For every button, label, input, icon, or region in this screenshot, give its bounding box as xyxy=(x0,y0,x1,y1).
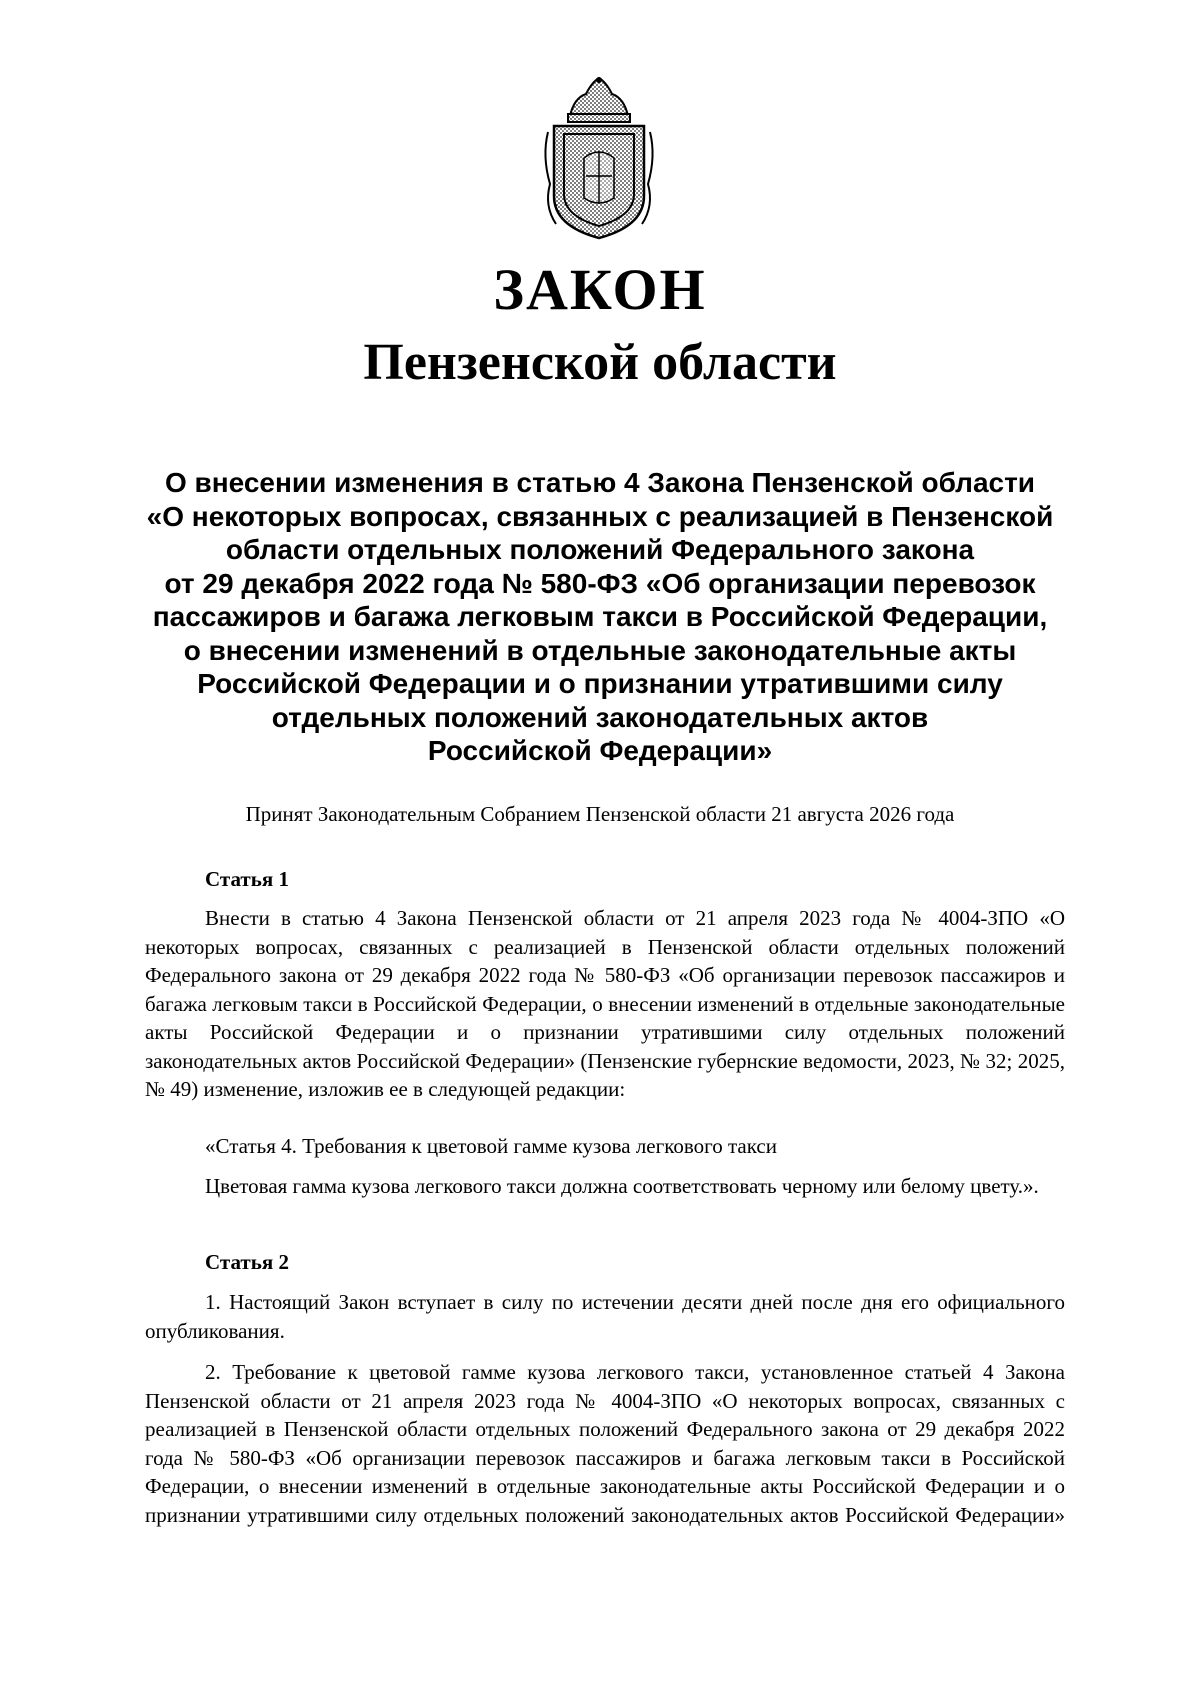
law-title-line: «О некоторых вопросах, связанных с реализацией в Пензенской xyxy=(146,500,1054,532)
law-title-line: Российской Федерации» xyxy=(427,735,773,766)
law-title-line: пассажиров и багажа легковым такси в Российской Федерации, xyxy=(152,601,1048,632)
law-title-line: области отдельных положений Федерального закона xyxy=(225,534,975,565)
article-1-quoted-text: Цветовая гамма кузова легкового такси должна соответствовать черному или белому цвету.». xyxy=(205,1174,1039,1198)
article-1-paragraph: Внести в статью 4 Закона Пензенской области от 21 апреля 2023 года № 4004-ЗПО «О некоторых вопросах, связанных с реализацией в Пензенской области отдельных положений Федерального закона от 29 декабря 2022 года № 580-ФЗ «Об организации перевозок пассажиров и багажа легковым такси в Российской Федерации, о внесении изменений в отдельные законодательные акты Российской Федерации и о признании утратившими силу отдельных положений законодательных актов Российской Федерации» (Пензенские губернские ведомости, 2023, № 32; 2025, № 49) изменение, изложив ее в следующей редакции: xyxy=(145,906,1065,1101)
article-1-heading: Статья 1 xyxy=(205,867,289,891)
law-title xyxy=(130,466,1070,768)
region-heading: Пензенской области xyxy=(363,334,837,391)
article-2-heading: Статья 2 xyxy=(205,1250,289,1274)
penza-oblast-coat-of-arms-icon xyxy=(540,76,658,242)
document-type-heading: ЗАКОН xyxy=(493,257,707,322)
article-2-paragraph-2: 2. Требование к цветовой гамме кузова легкового такси, установленное статьей 4 Закона Пензенской области от 21 апреля 2023 года № 4004-ЗПО «О некоторых вопросах, связанных с реализацией в Пензенской области отдельных положений Федерального закона от 29 декабря 2022 года № 580-ФЗ «Об организации перевозок пассажиров и багажа легковым такси в Российской Федерации, о внесении изменений в отдельные законодательные акты Российской Федерации и о признании утратившими силу отдельных положений законодательных актов Российской Федерации» xyxy=(145,1360,1065,1527)
article-1-quoted-heading: «Статья 4. Требования к цветовой гамме кузова легкового такси xyxy=(205,1134,777,1158)
law-title-line: отдельных положений законодательных актов xyxy=(271,701,929,733)
law-title-line: О внесении изменения в статью 4 Закона Пензенской области xyxy=(164,467,1036,498)
law-title-line: от 29 декабря 2022 года № 580-ФЗ «Об организации перевозок xyxy=(164,567,1036,599)
adoption-note: Принят Законодательным Собранием Пензенской области 21 августа 2026 года xyxy=(245,802,955,826)
law-title-line: о внесении изменений в отдельные законодательные акты xyxy=(183,634,1017,666)
law-title-line: Российской Федерации и о признании утратившими силу xyxy=(197,668,1003,699)
article-2-paragraph-1: 1. Настоящий Закон вступает в силу по истечении десяти дней после дня его официального опубликования. xyxy=(145,1290,1065,1343)
